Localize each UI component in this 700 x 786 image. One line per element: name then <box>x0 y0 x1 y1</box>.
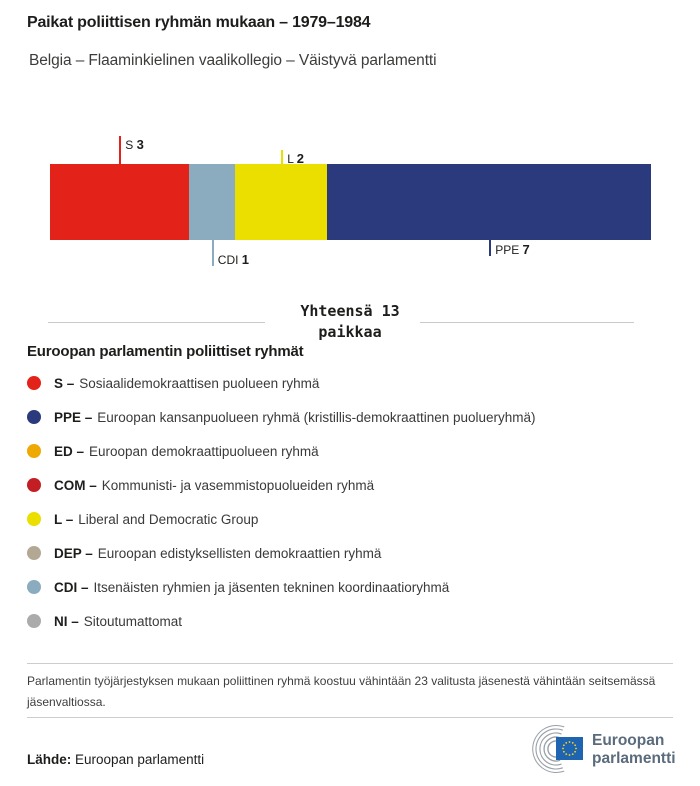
legend-code: L – <box>54 511 74 527</box>
total-seats-line1: Yhteensä 13 <box>300 302 400 320</box>
callout-tick <box>212 240 214 266</box>
legend-dot-com <box>27 478 41 492</box>
legend-heading: Euroopan parlamentin poliittiset ryhmät <box>27 343 304 360</box>
legend-label: Euroopan edistyksellisten demokraattien ryhmä <box>97 545 382 561</box>
legend-label: Kommunisti- ja vasemmistopuolueiden ryhmä <box>101 477 375 493</box>
legend-item-dep <box>27 536 673 570</box>
page-subtitle: Belgia – Flaaminkielinen vaalikollegio – Väistyvä parlamentti <box>29 52 437 69</box>
legend-dot-ni <box>27 614 41 628</box>
callout-label: L 2 <box>287 151 304 166</box>
legend-label: Sosiaalidemokraattisen puolueen ryhmä <box>79 375 320 391</box>
european-parliament-logo <box>514 724 676 774</box>
legend-code: COM – <box>54 477 97 493</box>
bar-segment-l <box>235 164 327 240</box>
legend-dot-ppe <box>27 410 41 424</box>
source-label: Lähde: <box>27 752 72 767</box>
eu-flag-icon <box>556 737 583 760</box>
footnote: Parlamentin työjärjestyksen mukaan poliittinen ryhmä koostuu vähintään 23 valitusta jäsenestä vähintään seitsemässä jäsenvaltiossa. <box>27 674 656 709</box>
legend-item-ed <box>27 434 673 468</box>
callout-tick <box>281 150 283 164</box>
legend-dot-l <box>27 512 41 526</box>
total-divider-right <box>420 322 634 323</box>
seat-bar-chart <box>0 130 700 300</box>
legend-dot-dep <box>27 546 41 560</box>
legend-code: PPE – <box>54 409 93 425</box>
callout-tick <box>119 136 121 164</box>
legend-code: NI – <box>54 613 79 629</box>
legend-label: Euroopan demokraattipuolueen ryhmä <box>89 443 319 459</box>
callout-label: S 3 <box>125 137 144 152</box>
callout-tick <box>489 240 491 256</box>
source-value: Euroopan parlamentti <box>75 752 205 767</box>
stacked-seat-bar <box>50 164 651 240</box>
source-line <box>27 752 204 767</box>
footnote-divider-top <box>27 663 673 664</box>
legend-item-cdi <box>27 570 673 604</box>
bar-segment-ppe <box>327 164 651 240</box>
legend-label: Itsenäisten ryhmien ja jäsenten tekninen koordinaatioryhmä <box>93 579 450 595</box>
logo-text <box>592 732 676 767</box>
legend-item-s <box>27 366 673 400</box>
bar-segment-s <box>50 164 189 240</box>
legend-label: Liberal and Democratic Group <box>78 511 259 527</box>
legend-code: S – <box>54 375 75 391</box>
bar-segment-cdi <box>189 164 235 240</box>
legend-item-com <box>27 468 673 502</box>
footnote-divider-bottom <box>27 717 673 718</box>
legend-label: Sitoutumattomat <box>83 613 183 629</box>
legend-code: CDI – <box>54 579 89 595</box>
legend-dot-s <box>27 376 41 390</box>
legend-item-l <box>27 502 673 536</box>
callout-label: CDI 1 <box>217 252 250 267</box>
logo-text-line1: Euroopan <box>592 732 665 749</box>
logo-text-line2: parlamentti <box>592 750 676 767</box>
legend-label: Euroopan kansanpuolueen ryhmä (kristillis-demokraattinen puolueryhmä) <box>97 409 536 425</box>
legend-dot-ed <box>27 444 41 458</box>
callout-label: PPE 7 <box>495 242 530 257</box>
legend-code: DEP – <box>54 545 93 561</box>
legend-dot-cdi <box>27 580 41 594</box>
legend <box>27 366 673 638</box>
total-seats-line2: paikkaa <box>318 323 382 341</box>
legend-item-ni <box>27 604 673 638</box>
page-title: Paikat poliittisen ryhmän mukaan – 1979–1984 <box>27 14 371 31</box>
legend-item-ppe <box>27 400 673 434</box>
legend-code: ED – <box>54 443 85 459</box>
